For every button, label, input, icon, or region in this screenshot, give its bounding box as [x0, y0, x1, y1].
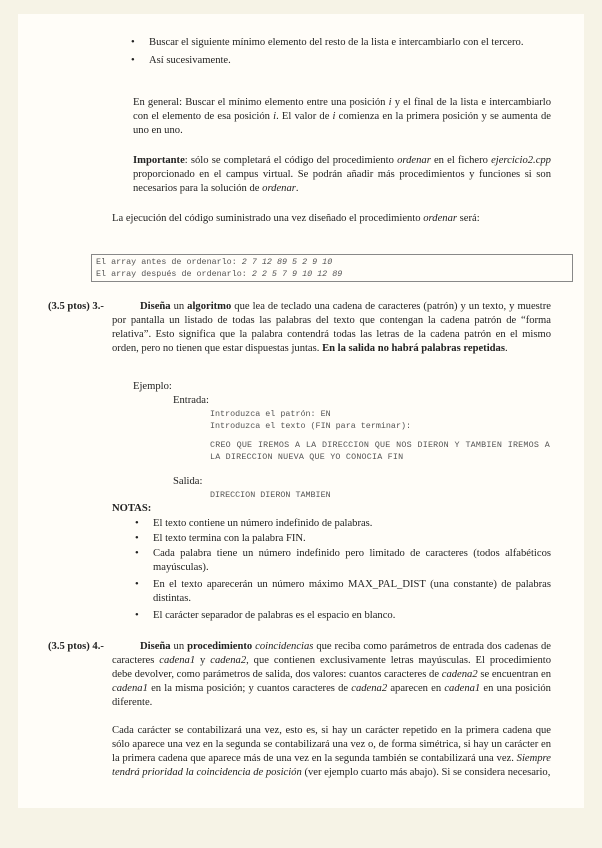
- list-item: • El texto termina con la palabra FIN.: [153, 532, 551, 546]
- list-item: • El texto contiene un número indefinido de palabras.: [153, 517, 551, 531]
- q4-text: y: [200, 655, 206, 666]
- execution-text: La ejecución del código suministrado una vez diseñado el procedimiento: [112, 213, 421, 224]
- q4-text: se encuentran en: [480, 669, 551, 680]
- proc-name: ordenar: [262, 183, 296, 194]
- code-values: 2 2 5 7 9 10 12 89: [251, 268, 343, 279]
- notes-label: [112, 502, 151, 516]
- q4-keyword: Diseña: [140, 641, 171, 652]
- q4-param: cadena1: [159, 655, 196, 666]
- proc-name: ordenar: [423, 213, 457, 224]
- q4-text: (ver ejemplo cuarto más abajo). Si se considera necesario,: [304, 767, 551, 778]
- q4-text: en una posición diferente.: [112, 683, 551, 708]
- q4-text: , que contienen exclusivamente letras mayúsculas. El procedimiento debe devolver, como parámetros de salida, dos valores: cuantos caracteres de: [112, 655, 552, 680]
- q4-text: que reciba como parámetros de entrada dos cadenas de caracteres: [112, 641, 551, 666]
- code-line: [96, 269, 568, 281]
- q4-param: cadena2: [351, 683, 388, 694]
- q4-param: cadena2: [441, 669, 478, 680]
- general-prefix: En general: Buscar el mínimo elemento entre una posición: [133, 97, 386, 108]
- q4-proc: coincidencias: [255, 641, 314, 652]
- code-label: El array antes de ordenarlo:: [96, 257, 237, 267]
- q4-points: (3.5 ptos) 4.-: [48, 641, 104, 652]
- output-text: DIRECCION DIERON TAMBIEN: [210, 490, 331, 500]
- variable-i: i: [332, 111, 336, 122]
- notes-list: [153, 517, 551, 623]
- q4-param: cadena1: [444, 683, 481, 694]
- execution-text: será:: [459, 213, 480, 224]
- q3-bold-end: En la salida no habrá palabras repetidas: [322, 343, 505, 354]
- q3-statement: [112, 300, 551, 356]
- code-label: El array después de ordenarlo:: [96, 268, 247, 279]
- input-text: CREO QUE IREMOS A LA DIRECCION QUE NOS DIERON Y TAMBIEN IREMOS A LA DIRECCION NUEVA QUE YO CONOCIA FIN: [210, 440, 550, 462]
- variable-i: i: [388, 97, 392, 108]
- important-label: Importante: [133, 155, 185, 166]
- q3-text: que lea de teclado una cadena de caracteres (patrón) y un texto, y muestre por pantalla un listado de todas las palabras del texto que contengan la cadena patrón de “forma relativa”. Esto significa que la palabra contendrá todas las letras de la cadena patrón en el mismo orden, pero no tienen que estar dispuestas juntas.: [112, 301, 551, 354]
- code-line: [96, 257, 568, 269]
- general-paragraph: [133, 96, 551, 138]
- notes-heading: NOTAS:: [112, 503, 152, 514]
- important-text: .: [295, 183, 299, 194]
- input-line: Introduzca el patrón: EN: [210, 409, 331, 419]
- important-text: en el fichero: [433, 155, 488, 166]
- output-label: Salida:: [173, 476, 203, 487]
- q4-italic: Siempre tendrá prioridad la coincidencia de posición: [112, 753, 551, 778]
- list-item: • En el texto aparecerán un número máximo MAX_PAL_DIST (una constante) de palabras distintas.: [153, 578, 551, 606]
- input-label: Entrada:: [173, 395, 209, 406]
- general-mid2: . El valor de: [276, 111, 330, 122]
- q4-text: Cada carácter se contabilizará una vez, esto es, si hay un carácter repetido en la primera cadena que sólo aparece una vez en la segunda se contabilizará una vez o, de forma simétrica, si hay un carácter en la primera cadena que aparece más de una vez en la segunda también se contabilizará una vez.: [112, 725, 551, 764]
- q3-points: (3.5 ptos) 3.-: [48, 301, 104, 312]
- q4-statement: [112, 640, 551, 710]
- file-name: ejercicio2.cpp: [491, 155, 551, 166]
- important-text: : sólo se completará el código del procedimiento: [184, 155, 394, 166]
- list-item: • Así sucesivamente.: [149, 54, 551, 68]
- document-page: [18, 14, 584, 808]
- q4-text: un: [173, 641, 185, 652]
- q4-param: cadena2: [210, 655, 247, 666]
- execution-paragraph: [112, 212, 551, 226]
- q4-keyword: procedimiento: [187, 641, 253, 652]
- code-values: 2 7 12 89 5 2 9 10: [241, 257, 333, 267]
- q4-text: aparecen en: [390, 683, 442, 694]
- q3-text: un: [173, 301, 185, 312]
- q4-paragraph-2: [112, 724, 551, 780]
- general-mid1: y el final de la lista e intercambiarlo con el elemento de esa posición: [133, 97, 551, 122]
- variable-i: i: [273, 111, 277, 122]
- important-text: proporcionado en el campus virtual. Se podrán añadir más procedimientos y funciones si son necesarios para la solución de: [133, 169, 551, 194]
- example-label: Ejemplo:: [133, 381, 172, 392]
- code-output-box: [91, 254, 573, 282]
- q4-text: en la misma posición; y cuantos caracteres de: [151, 683, 349, 694]
- important-paragraph: [133, 154, 551, 196]
- q3-keyword: algoritmo: [187, 301, 232, 312]
- q3-dot: .: [504, 343, 508, 354]
- q3-keyword: Diseña: [140, 301, 171, 312]
- list-item: • Buscar el siguiente mínimo elemento del resto de la lista e intercambiarlo con el tercero.: [149, 36, 551, 50]
- intro-bullet-list: [149, 36, 551, 68]
- q4-param: cadena1: [112, 683, 148, 694]
- list-item: • El carácter separador de palabras es el espacio en blanco.: [153, 609, 551, 623]
- general-suffix: comienza en la primera posición y se aumenta de uno en uno.: [133, 111, 551, 136]
- input-lines: [210, 409, 552, 432]
- list-item: • Cada palabra tiene un número indefinido pero limitado de caracteres (todos alfabéticos mayúsculas).: [153, 547, 551, 575]
- proc-name: ordenar: [397, 155, 431, 166]
- input-line: Introduzca el texto (FIN para terminar):: [210, 420, 412, 431]
